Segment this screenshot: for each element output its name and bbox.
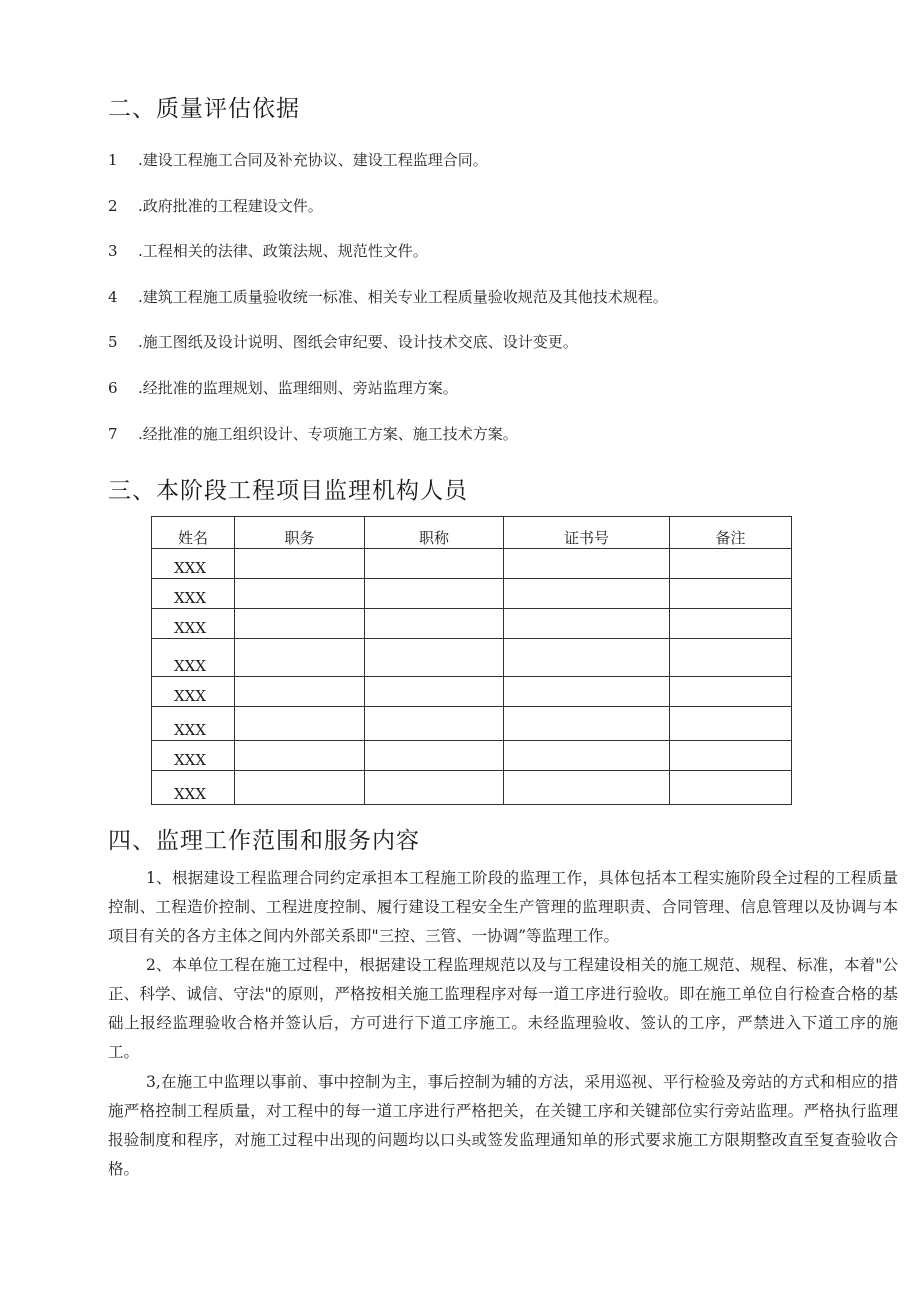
staff-name-cell: XXX [152, 549, 235, 579]
basis-item-text: .施工图纸及设计说明、图纸会审纪要、设计技术交底、设计变更。 [138, 333, 578, 351]
basis-item-number: 3 [108, 242, 118, 260]
scope-paragraph-2: 2、本单位工程在施工过程中，根据建设工程监理规范以及与工程建设相关的施工规范、规程、标准，本着"公正、科学、诚信、守法"的原则，严格按相关施工监理程序对每一道工序进行验收。即在施工单位自行检查合格的基础上报经监理验收合格并签认后，方可进行下道工序施工。未经监理验收、签认的工序，严禁进入下道工序的施工。 [108, 956, 898, 1061]
empty-cell [235, 639, 365, 677]
header-remarks: 备注 [670, 517, 792, 549]
basis-item [108, 423, 518, 444]
table-row [152, 707, 792, 741]
empty-cell [504, 677, 670, 707]
scope-paragraph-1: 1、根据建设工程监理合同约定承担本工程施工阶段的监理工作，具体包括本工程实施阶段全过程的工程质量控制、工程造价控制、工程进度控制、履行建设工程安全生产管理的监理职责、合同管理、信息管理以及协调与本项目有关的各方主体之间内外部关系即"三控、三管、一协调”等监理工作。 [108, 869, 898, 945]
header-position: 职务 [235, 517, 365, 549]
empty-cell [235, 677, 365, 707]
basis-item-number: 1 [108, 151, 118, 169]
empty-cell [670, 771, 792, 805]
basis-item-text: .建设工程施工合同及补充协议、建设工程监理合同。 [138, 151, 488, 169]
empty-cell [235, 579, 365, 609]
empty-cell [504, 639, 670, 677]
empty-cell [504, 741, 670, 771]
empty-cell [504, 609, 670, 639]
table-header-row [152, 517, 792, 549]
table-row [152, 741, 792, 771]
empty-cell [235, 707, 365, 741]
basis-item-text: .经批准的施工组织设计、专项施工方案、施工技术方案。 [138, 425, 518, 443]
empty-cell [670, 579, 792, 609]
staff-name-cell: XXX [152, 639, 235, 677]
staff-name-cell: XXX [152, 579, 235, 609]
empty-cell [365, 771, 504, 805]
empty-cell [365, 707, 504, 741]
table-row [152, 639, 792, 677]
section-4-title: 四、监理工作范围和服务内容 [108, 828, 420, 854]
staff-name-cell: XXX [152, 771, 235, 805]
empty-cell [235, 609, 365, 639]
basis-item [108, 149, 488, 170]
empty-cell [365, 741, 504, 771]
table-row [152, 549, 792, 579]
table-row [152, 771, 792, 805]
section-3-title: 三、本阶段工程项目监理机构人员 [108, 478, 468, 504]
empty-cell [365, 609, 504, 639]
empty-cell [365, 677, 504, 707]
empty-cell [504, 707, 670, 741]
basis-item [108, 331, 578, 352]
section-2-title: 二、质量评估依据 [108, 96, 300, 122]
table-row [152, 579, 792, 609]
empty-cell [235, 549, 365, 579]
empty-cell [235, 771, 365, 805]
scope-paragraph-3: 3,在施工中监理以事前、事中控制为主，事后控制为辅的方法，采用巡视、平行检验及旁站的方式和相应的措施严格控制工程质量，对工程中的每一道工序进行严格把关，在关键工序和关键部位实行旁站监理。严格执行监理报验制度和程序，对施工过程中出现的问题均以口头或签发监理通知单的形式要求施工方限期整改直至复查验收合格。 [108, 1073, 898, 1178]
basis-item-text: .政府批准的工程建设文件。 [138, 197, 323, 215]
basis-item-number: 5 [108, 333, 118, 351]
header-name: 姓名 [152, 517, 235, 549]
empty-cell [504, 771, 670, 805]
basis-item-number: 6 [108, 379, 118, 397]
staff-table [151, 516, 792, 805]
basis-item-number: 2 [108, 197, 118, 215]
table-row [152, 677, 792, 707]
empty-cell [365, 549, 504, 579]
basis-item [108, 240, 428, 261]
header-title: 职称 [365, 517, 504, 549]
basis-item-text: .建筑工程施工质量验收统一标准、相关专业工程质量验收规范及其他技术规程。 [138, 288, 668, 306]
staff-name-cell: XXX [152, 609, 235, 639]
staff-name-cell: XXX [152, 677, 235, 707]
empty-cell [504, 549, 670, 579]
basis-item [108, 377, 458, 398]
empty-cell [670, 609, 792, 639]
empty-cell [670, 677, 792, 707]
empty-cell [365, 639, 504, 677]
empty-cell [235, 741, 365, 771]
empty-cell [504, 579, 670, 609]
basis-item [108, 195, 323, 216]
staff-name-cell: XXX [152, 707, 235, 741]
empty-cell [365, 579, 504, 609]
empty-cell [670, 639, 792, 677]
basis-item-text: .工程相关的法律、政策法规、规范性文件。 [138, 242, 428, 260]
basis-item-text: .经批准的监理规划、监理细则、旁站监理方案。 [138, 379, 458, 397]
basis-item-number: 4 [108, 288, 118, 306]
basis-item [108, 286, 668, 307]
basis-item-number: 7 [108, 425, 118, 443]
header-certificate: 证书号 [504, 517, 670, 549]
table-row [152, 609, 792, 639]
empty-cell [670, 707, 792, 741]
staff-name-cell: XXX [152, 741, 235, 771]
empty-cell [670, 741, 792, 771]
empty-cell [670, 549, 792, 579]
